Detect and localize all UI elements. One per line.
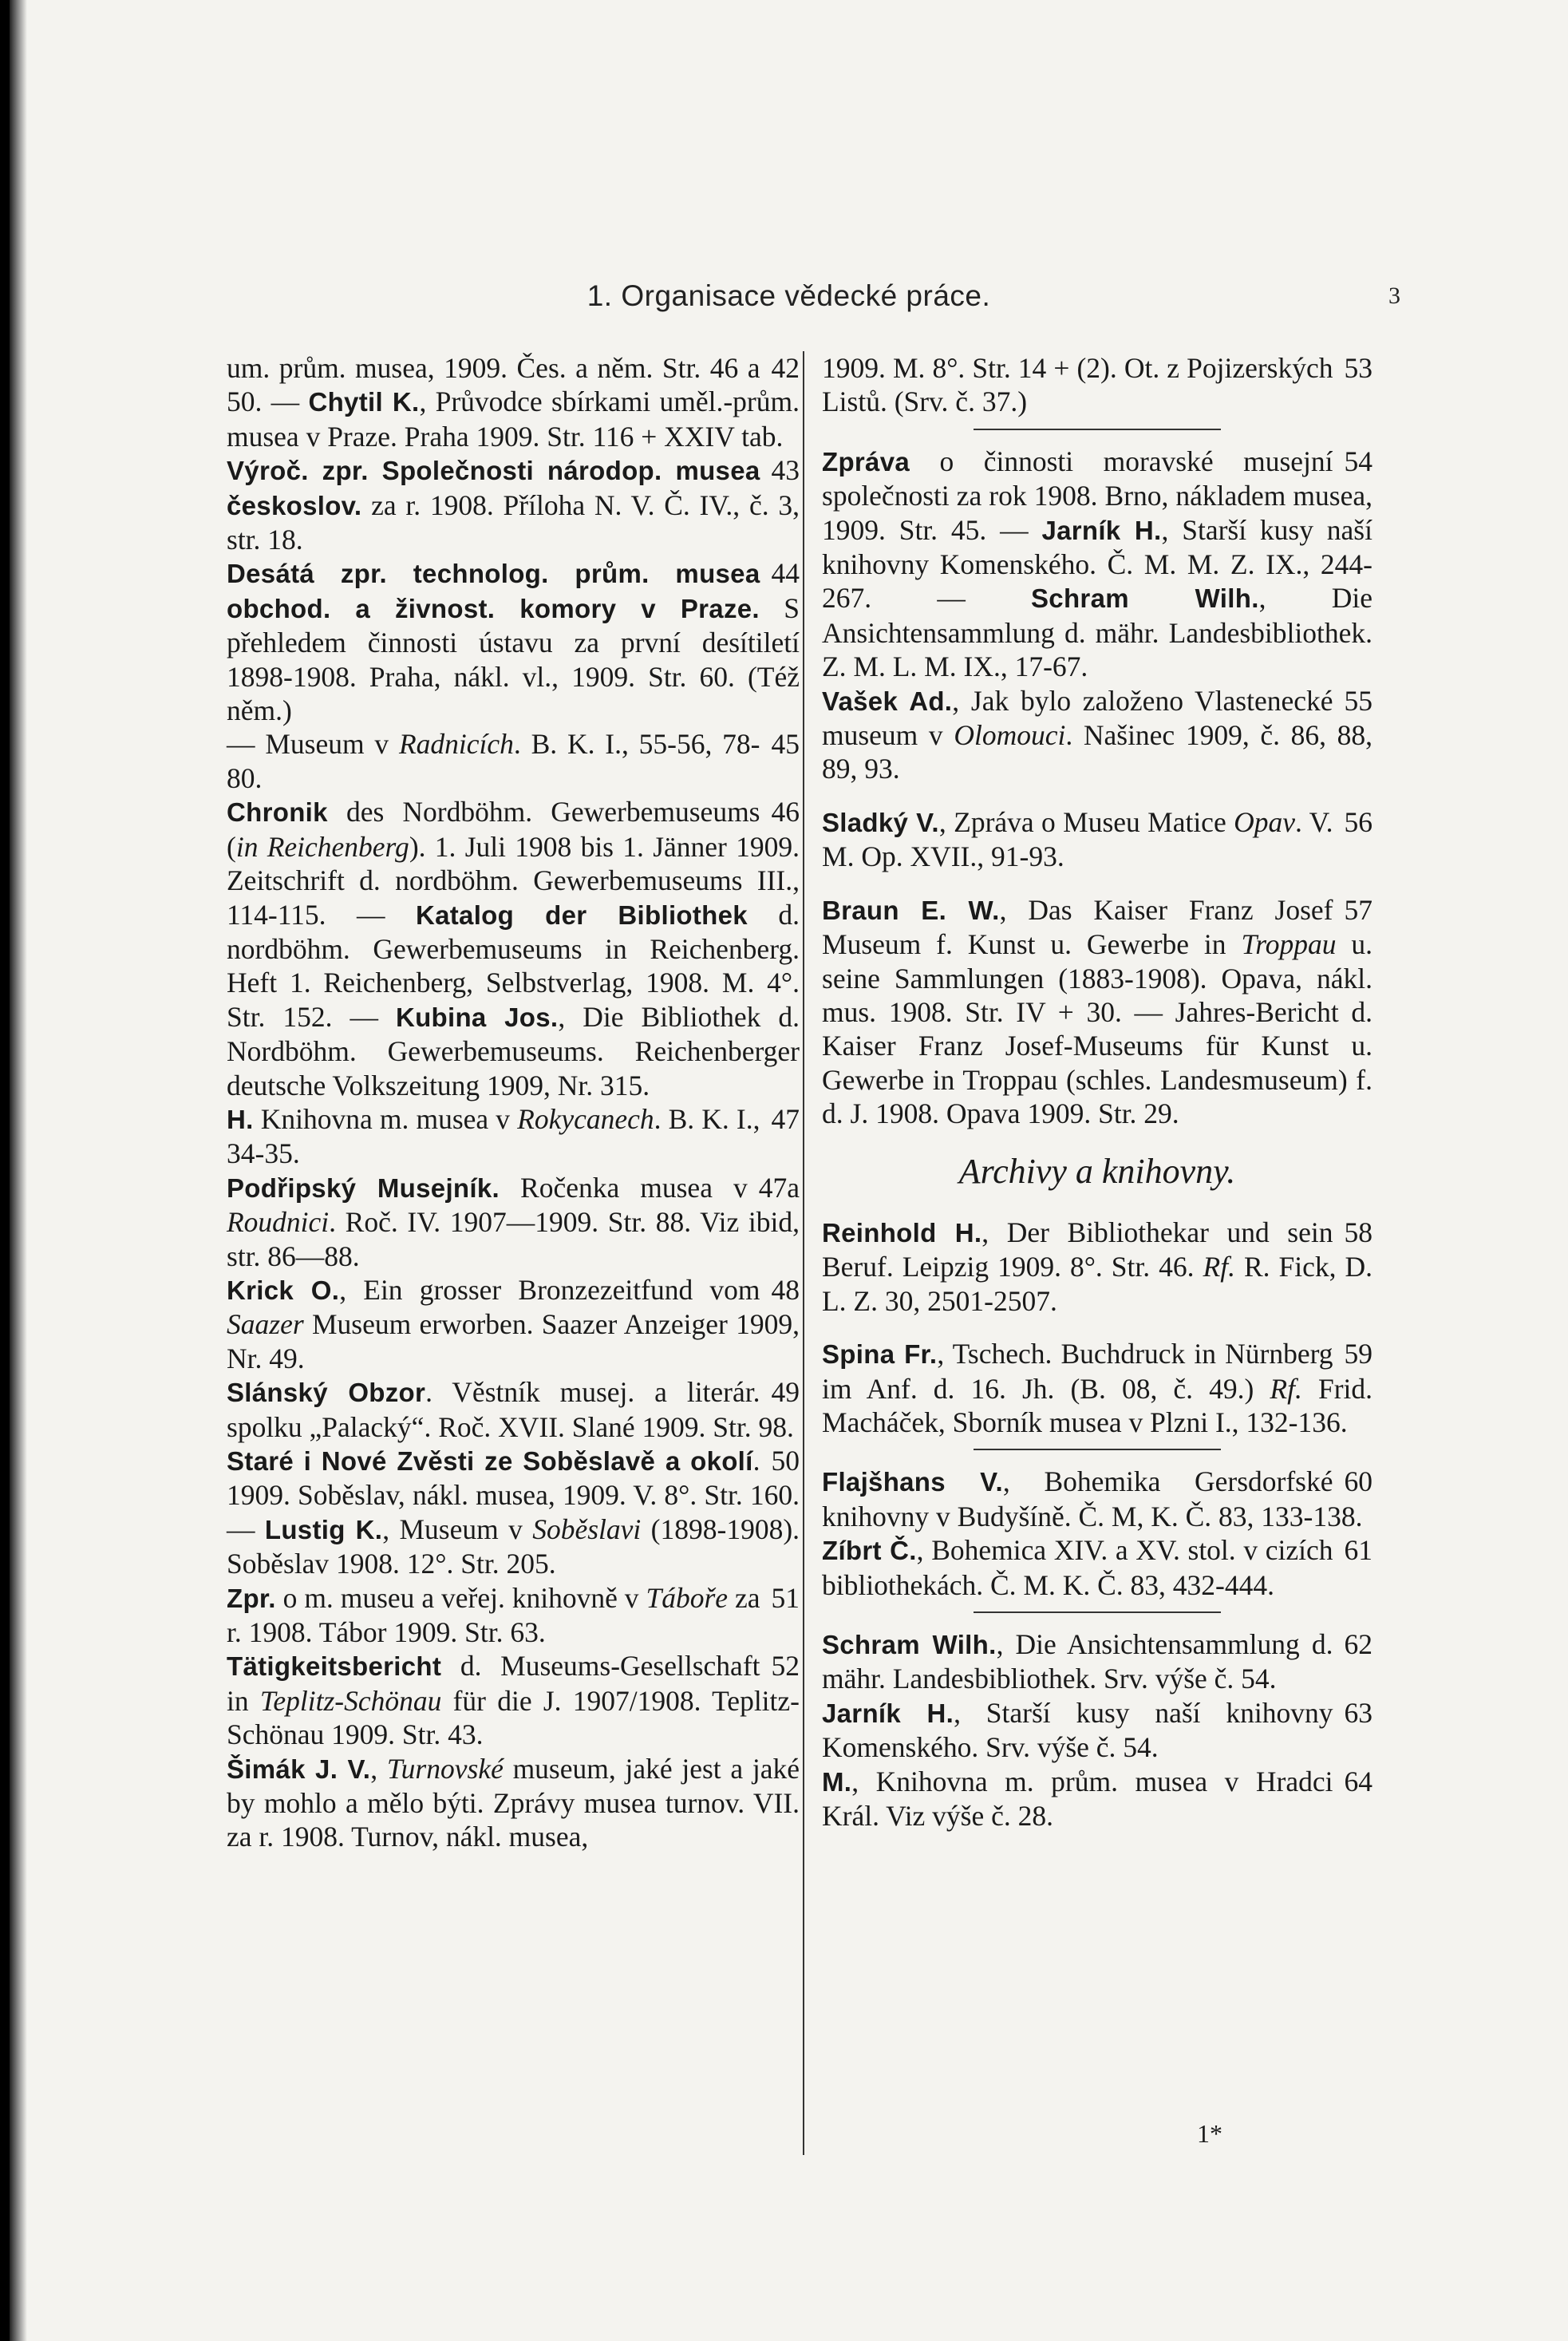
entry-text: za r. 1908. Tábor 1909. Str. 63. bbox=[227, 1581, 760, 1649]
entry-text: , bbox=[370, 1752, 387, 1785]
entry-number: 44 bbox=[771, 557, 800, 590]
bibliography-entry bbox=[822, 1216, 1372, 1318]
left-column bbox=[227, 351, 800, 1854]
entry-text: . V. M. Op. XVII., 91-93. bbox=[822, 805, 1333, 873]
entry-number: 62 bbox=[1344, 1628, 1372, 1660]
entry-number: 56 bbox=[1344, 805, 1372, 838]
bibliography-entry bbox=[227, 1752, 800, 1854]
entry-text: . Našinec 1909, č. 86, 88, 89, 93. bbox=[822, 719, 1372, 785]
entry-text: 1909. M. 8°. Str. 14 + (2). Ot. z Pojizerských Listů. (Srv. č. 37.) bbox=[822, 352, 1333, 418]
entry-italic-text: Troppau bbox=[1241, 928, 1337, 961]
entry-author-title: Chronik bbox=[227, 797, 328, 828]
entry-author-title: Desátá zpr. technolog. prům. musea obchod. a živnost. komory v Praze. bbox=[227, 559, 760, 623]
entry-author-title: M. bbox=[822, 1766, 852, 1797]
right-column-entries-after bbox=[822, 1216, 1372, 1833]
entry-author-title: Staré i Nové Zvěsti ze Soběslavě a okolí bbox=[227, 1446, 753, 1476]
entry-author-title: Chytil K. bbox=[308, 387, 420, 417]
entry-number: 45 bbox=[771, 728, 800, 761]
book-page bbox=[10, 0, 1568, 2341]
entry-author-title: Krick O. bbox=[227, 1275, 340, 1305]
header-title: 1. Organisace vědecké práce. bbox=[587, 279, 991, 312]
bibliography-entry bbox=[227, 453, 800, 556]
entry-italic-text: Rf. bbox=[1270, 1372, 1302, 1405]
entry-text: , Bohemika Gersdorfské knihovny v Budyšíně. Č. M, K. Č. 83, 133-138. bbox=[822, 1465, 1363, 1532]
signature-mark: 1* bbox=[1197, 2119, 1222, 2148]
entry-text: d. nordböhm. Gewerbemuseums in Reichenberg. Heft 1. Reichenberg, Selbstverlag, 1908. M. 4°. Str. 152. — bbox=[227, 898, 800, 1033]
entry-author-title: Výroč. zpr. Společnosti národop. musea českoslov. bbox=[227, 456, 760, 520]
entry-text: , Tschech. Buchdruck in Nürnberg im Anf. d. 16. Jh. (B. 08, č. 49.) bbox=[822, 1338, 1333, 1405]
entry-text: . B. K. I., 55-56, 78-80. bbox=[227, 728, 760, 794]
entry-number: 53 bbox=[1344, 352, 1372, 384]
bibliography-entry bbox=[227, 1444, 800, 1581]
entry-text: Museum erworben. Saazer Anzeiger 1909, Nr. 49. bbox=[227, 1308, 800, 1374]
entry-italic-text: Soběslavi bbox=[532, 1513, 642, 1545]
entry-spacer bbox=[822, 786, 1372, 805]
bibliography-entry bbox=[822, 1696, 1372, 1765]
entry-text: , Bohemica XIV. a XV. stol. v cizích bibliothekách. Č. M. K. Č. 83, 432-444. bbox=[822, 1534, 1333, 1601]
page-gutter-shadow bbox=[10, 0, 27, 2341]
entry-text: o m. museu a veřej. knihovně v bbox=[275, 1581, 646, 1614]
entry-number: 61 bbox=[1344, 1534, 1372, 1567]
entry-text: (1898-1908). Soběslav 1908. 12°. Str. 205. bbox=[227, 1513, 800, 1580]
entry-text: R. Fick, D. L. Z. 30, 2501-2507. bbox=[822, 1251, 1372, 1317]
entry-author-title: Slánský Obzor bbox=[227, 1378, 426, 1408]
entry-text: , Starší kusy naší knihovny Komenského. Srv. výše č. 54. bbox=[822, 1696, 1333, 1764]
bibliography-entry bbox=[822, 351, 1372, 419]
column-divider bbox=[803, 351, 804, 2155]
entry-spacer bbox=[822, 1318, 1372, 1337]
entry-number: 52 bbox=[771, 1650, 800, 1683]
entry-text: , Die Ansichtensammlung d. mähr. Landesbibliothek. Srv. výše č. 54. bbox=[822, 1628, 1333, 1695]
entry-author-title: Zpráva bbox=[822, 446, 910, 477]
entry-text: . B. K. I., 34-35. bbox=[227, 1102, 760, 1170]
bibliography-entry bbox=[822, 1765, 1372, 1833]
entry-italic-text: Opav bbox=[1234, 805, 1295, 838]
entry-text: um. prům. musea, 1909. Čes. a něm. Str. 46 a 50. — bbox=[227, 352, 760, 418]
entry-italic-text: Turnovské bbox=[386, 1752, 504, 1785]
bibliography-entry bbox=[822, 805, 1372, 874]
right-column-entries-before bbox=[822, 351, 1372, 1131]
entry-number: 64 bbox=[1344, 1765, 1372, 1797]
entry-italic-text: Olomouci bbox=[954, 719, 1066, 752]
entry-italic-text: in Reichenberg bbox=[235, 830, 409, 863]
entry-number: 59 bbox=[1344, 1338, 1372, 1370]
entry-number: 58 bbox=[1344, 1216, 1372, 1248]
entry-italic-text: Radnicích bbox=[398, 728, 514, 761]
bibliography-entry bbox=[822, 684, 1372, 786]
entry-number: 51 bbox=[771, 1581, 800, 1614]
right-column bbox=[822, 351, 1372, 1833]
entry-number: 50 bbox=[771, 1445, 800, 1477]
entry-author-title: H. bbox=[227, 1104, 254, 1134]
bibliography-entry bbox=[227, 795, 800, 1102]
bibliography-entry bbox=[227, 556, 800, 727]
entry-author-title: Reinhold H. bbox=[822, 1217, 982, 1248]
entry-text: , Das Kaiser Franz Josef Museum f. Kunst u. Gewerbe in bbox=[822, 893, 1333, 961]
entry-author-title: Braun E. W. bbox=[822, 895, 1000, 925]
bibliography-entry bbox=[822, 1533, 1372, 1602]
running-header bbox=[10, 279, 1568, 327]
bibliography-entry bbox=[822, 1337, 1372, 1439]
entry-text: des Nordböhm. Gewerbemuseums ( bbox=[227, 796, 760, 863]
bibliography-entry bbox=[227, 1273, 800, 1375]
entry-author-title: Sladký V. bbox=[822, 807, 939, 837]
bibliography-entry bbox=[822, 893, 1372, 1131]
entry-number: 55 bbox=[1344, 684, 1372, 717]
entry-number: 47a bbox=[758, 1171, 800, 1204]
entry-text: museum, jaké jest a jaké by mohlo a mělo býti. Zprávy musea turnov. VII. za r. 1908. Turnov, nákl. musea, bbox=[227, 1752, 800, 1853]
section-separator-rule bbox=[974, 1611, 1221, 1613]
entry-italic-text: Rf. bbox=[1203, 1251, 1235, 1283]
entry-text: , Der Bibliothekar und sein Beruf. Leipzig 1909. 8°. Str. 46. bbox=[822, 1216, 1333, 1283]
entry-text: d. Museums-Gesellschaft in bbox=[227, 1650, 760, 1717]
entry-number: 42 bbox=[771, 352, 800, 384]
bibliography-entry bbox=[227, 1171, 800, 1273]
entry-number: 47 bbox=[771, 1102, 800, 1135]
entry-text: . 1909. Soběslav, nákl. musea, 1909. V. 8°. Str. 160. — bbox=[227, 1445, 800, 1545]
page-number: 3 bbox=[1388, 283, 1400, 309]
entry-author-title: Schram Wilh. bbox=[822, 1630, 997, 1659]
entry-text: Frid. Macháček, Sborník musea v Plzni I., 132-136. bbox=[822, 1372, 1373, 1438]
entry-author-title: Katalog der Bibliothek bbox=[415, 900, 748, 930]
bibliography-entry bbox=[227, 1375, 800, 1444]
entry-text: , Starší kusy naší knihovny Komenského. Č. M. M. Z. IX., 244-267. — bbox=[822, 513, 1372, 615]
entry-author-title: Šimák J. V. bbox=[227, 1754, 371, 1784]
entry-author-title: Jarník H. bbox=[822, 1698, 954, 1728]
entry-author-title: Vašek Ad. bbox=[822, 686, 953, 716]
bibliography-entry bbox=[227, 727, 800, 795]
bibliography-entry bbox=[227, 1581, 800, 1650]
entry-text: , Die Ansichtensammlung d. mähr. Landesbibliothek. Z. M. L. M. IX., 17-67. bbox=[822, 582, 1372, 683]
entry-number: 60 bbox=[1344, 1465, 1372, 1498]
entry-author-title: Spina Fr. bbox=[822, 1339, 938, 1370]
entry-text: — Museum v bbox=[227, 728, 399, 761]
entry-text: , Museum v bbox=[382, 1513, 533, 1545]
entry-text: S přehledem činnosti ústavu za první desítiletí 1898-1908. Praha, nákl. vl., 1909. Str. 60. (Též něm.) bbox=[227, 591, 800, 727]
entry-text: ). 1. Juli 1908 bis 1. Jänner 1909. Zeitschrift d. nordböhm. Gewerbemuseums III., 114-115. — bbox=[227, 830, 800, 931]
entry-text: . Věstník musej. a literár. spolku „Palacký“. Roč. XVII. Slané 1909. Str. 98. bbox=[227, 1376, 794, 1443]
entry-text: u. seine Sammlungen (1883-1908). Opava, nákl. mus. 1908. Str. IV + 30. — Jahres-Bericht d. Kaiser Franz Josef-Museums für Kunst u. Gewerbe in Troppau (schles. Landesmuseum) f. d. J. 1908. Opava 1909. Str. 29. bbox=[822, 928, 1372, 1130]
bibliography-entry bbox=[227, 1102, 800, 1171]
section-heading: Archivy a knihovny. bbox=[958, 1151, 1236, 1191]
entry-italic-text: Saazer bbox=[227, 1308, 304, 1341]
entry-author-title: Tätigkeitsbericht bbox=[227, 1651, 442, 1682]
bibliography-entry bbox=[227, 351, 800, 453]
entry-text: Knihovna m. musea v bbox=[253, 1102, 518, 1135]
section-separator-rule bbox=[974, 1449, 1221, 1450]
entry-italic-text: Teplitz-Schönau bbox=[259, 1684, 442, 1717]
entry-number: 43 bbox=[771, 454, 800, 487]
entry-text: o činnosti moravské musejní společnosti za rok 1908. Brno, nákladem musea, 1909. Str. 45. — bbox=[822, 445, 1372, 546]
entry-number: 49 bbox=[771, 1376, 800, 1409]
entry-italic-text: Roudnici bbox=[227, 1206, 330, 1239]
bibliography-entry bbox=[227, 1649, 800, 1751]
entry-number: 48 bbox=[771, 1273, 800, 1306]
entry-author-title: Kubina Jos. bbox=[395, 1002, 559, 1032]
entry-text: Ročenka musea v bbox=[499, 1171, 748, 1204]
bibliography-entry bbox=[822, 1627, 1372, 1696]
entry-text: , Jak bylo založeno Vlastenecké museum v bbox=[822, 684, 1333, 752]
entry-text: , Ein grosser Bronzezeitfund vom bbox=[339, 1273, 760, 1306]
entry-author-title: Podřipský Musejník. bbox=[227, 1172, 500, 1203]
entry-text: . Roč. IV. 1907—1909. Str. 88. Viz ibid, str. 86—88. bbox=[227, 1206, 800, 1272]
entry-number: 57 bbox=[1344, 893, 1372, 926]
entry-number: 63 bbox=[1344, 1696, 1372, 1729]
entry-text: , Die Bibliothek d. Nordböhm. Gewerbemuseums. Reichenberger deutsche Volkszeitung 1909, Nr. 315. bbox=[227, 1000, 800, 1101]
entry-author-title: Zíbrt Č. bbox=[822, 1536, 917, 1566]
entry-italic-text: Rokycanech bbox=[517, 1102, 654, 1135]
entry-text: za r. 1908. Příloha N. V. Č. IV., č. 3, str. 18. bbox=[227, 488, 800, 556]
entry-text: für die J. 1907/1908. Teplitz-Schönau 1909. Str. 43. bbox=[227, 1684, 800, 1751]
entry-text: , Zpráva o Museu Matice bbox=[938, 805, 1234, 838]
entry-text: , Knihovna m. prům. musea v Hradci Král. Viz výše č. 28. bbox=[822, 1765, 1333, 1833]
bibliography-entry bbox=[822, 1465, 1372, 1533]
entry-author-title: Lustig K. bbox=[264, 1514, 383, 1544]
entry-author-title: Zpr. bbox=[227, 1583, 276, 1613]
entry-author-title: Jarník H. bbox=[1041, 515, 1162, 545]
entry-number: 54 bbox=[1344, 445, 1372, 477]
entry-spacer bbox=[822, 874, 1372, 893]
entry-italic-text: Táboře bbox=[646, 1581, 729, 1614]
entry-author-title: Schram Wilh. bbox=[1031, 583, 1259, 614]
bibliography-entry bbox=[822, 445, 1372, 684]
section-separator-rule bbox=[974, 429, 1221, 430]
entry-author-title: Flajšhans V. bbox=[822, 1467, 1003, 1497]
entry-text: , Průvodce sbírkami uměl.-prům. musea v Praze. Praha 1909. Str. 116 + XXIV tab. bbox=[227, 386, 800, 453]
entry-number: 46 bbox=[771, 796, 800, 828]
